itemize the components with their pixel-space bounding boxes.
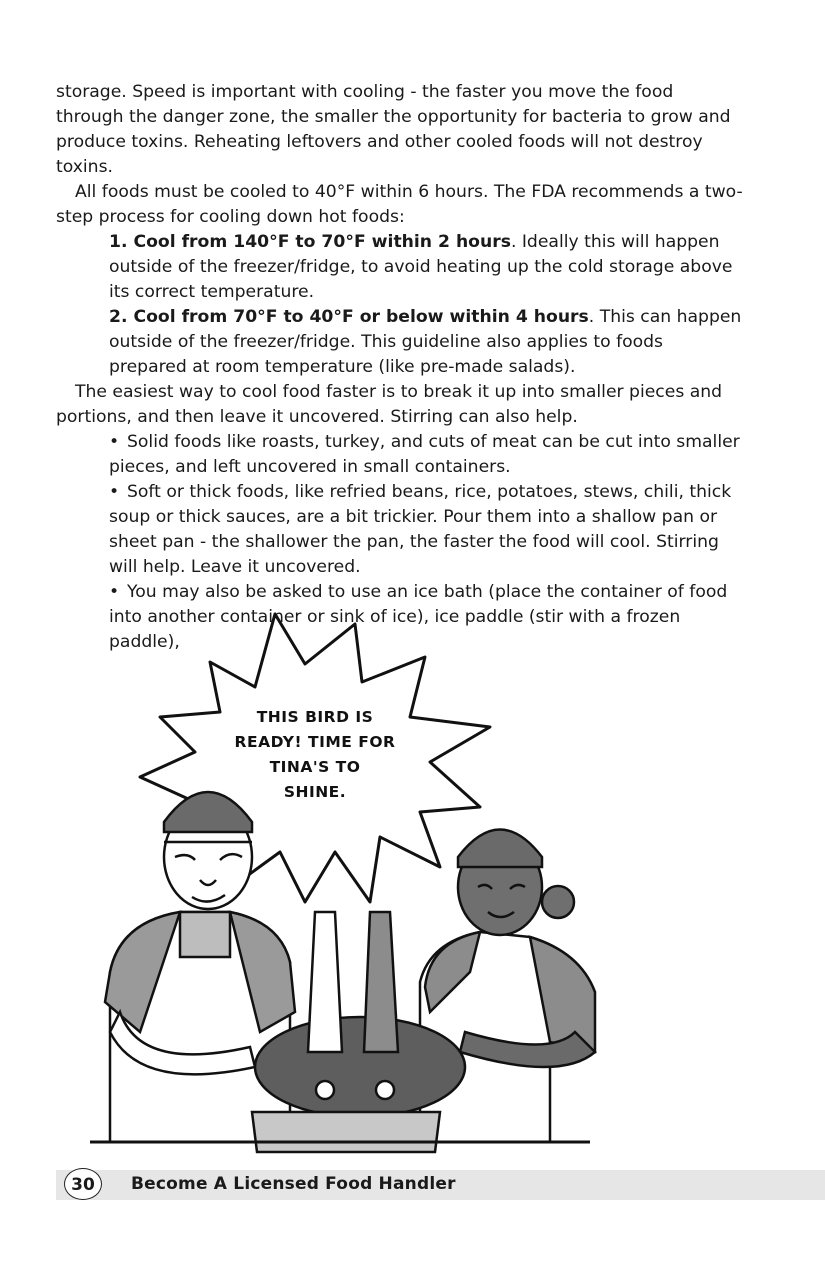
bullet-item (109, 480, 746, 580)
page-number: 30 (64, 1168, 102, 1200)
step-1 (109, 230, 746, 305)
step-1-heading: 1. Cool from 140°F to 70°F within 2 hours (109, 232, 511, 252)
bullet-text: Soft or thick foods, like refried beans, rice, potatoes, stews, chili, thick soup or thick sauces, are a bit trickier. Pour them into a shallow pan or sheet pan - the shallower the pan, the faster the food will cool. Stirring will help. Leave it uncovered. (109, 482, 732, 577)
paragraph-1: storage. Speed is important with cooling - the faster you move the food through the danger zone, the smaller the opportunity for bacteria to grow and produce toxins. Reheating leftovers and other cooled foods will not destroy toxins. (56, 82, 731, 177)
footer-title: Become A Licensed Food Handler (131, 1174, 456, 1194)
paragraph-3: The easiest way to cool food faster is to break it up into smaller pieces and portions, and then leave it uncovered. Stirring can also help. (56, 382, 723, 427)
bullet-item (109, 430, 746, 480)
bullet-icon: • (109, 432, 120, 452)
speech-line: SHINE. (283, 783, 347, 801)
speech-line: THIS BIRD IS (256, 708, 374, 726)
paragraph-2: All foods must be cooled to 40°F within 6 hours. The FDA recommends a two-step process for cooling down hot foods: (56, 182, 743, 227)
step-2-heading: 2. Cool from 70°F to 40°F or below within 4 hours (109, 307, 589, 327)
speech-line: READY! TIME FOR (234, 733, 396, 751)
step-1-text: . Ideally this will happen outside of the freezer/fridge, to avoid heating up the cold storage above its correct temperature. (109, 232, 733, 302)
step-2-text: . This can happen outside of the freezer/fridge. This guideline also applies to foods prepared at room temperature (like pre-made salads). (109, 307, 742, 377)
bullet-icon: • (109, 482, 120, 502)
body-text (56, 80, 746, 655)
cooks-illustration (80, 612, 640, 1157)
bullet-text: Solid foods like roasts, turkey, and cuts of meat can be cut into smaller pieces, and left uncovered in small containers. (109, 432, 740, 477)
bullet-icon: • (109, 582, 120, 602)
roasting-pan (252, 1112, 440, 1152)
bullet-text: You may also be asked to use an ice bath (place the container of food into another container or sink of ice), ice paddle (stir with a frozen paddle), (109, 582, 728, 652)
step-2 (109, 305, 746, 380)
speech-line: TINA'S TO (269, 758, 361, 776)
